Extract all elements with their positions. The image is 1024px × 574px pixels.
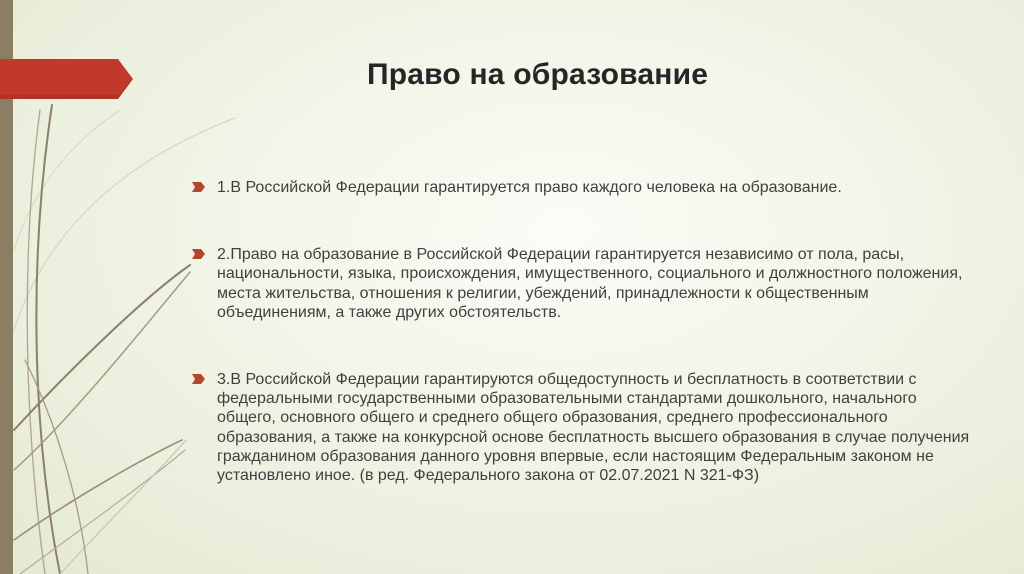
bullet-text: 3.В Российской Федерации гарантируются общедоступность и бесплатность в соответствии с федеральными государственными образовательными стандартами дошкольного, начального общего, основного общего и среднего общего образования, среднего профессионального образования, а также на конкурсной основе бесплатность высшего образования в случае получения гражданином образования данного уровня впервые, если настоящим Федеральным законом не установлено иное. (в ред. Федерального закона от 02.07.2021 N 321-ФЗ) bbox=[217, 371, 970, 485]
bullet-list bbox=[186, 178, 976, 485]
triangle-arrow-right-icon bbox=[192, 248, 206, 260]
slide-title: Право на образование bbox=[367, 58, 709, 91]
list-item bbox=[186, 370, 976, 485]
bullet-text: 1.В Российской Федерации гарантируется право каждого человека на образование. bbox=[217, 179, 842, 196]
triangle-arrow-right-icon bbox=[192, 181, 206, 193]
bullet-text: 2.Право на образование в Российской Федерации гарантируется независимо от пола, расы, национальности, языка, происхождения, имущественного, социального и должностного положения, места жительства, отношения к религии, убеждений, принадлежности к общественным объединениям, а также других обстоятельств. bbox=[217, 246, 963, 321]
list-item bbox=[186, 178, 976, 197]
list-item bbox=[186, 245, 976, 322]
triangle-arrow-right-icon bbox=[192, 373, 206, 385]
arrow-flag-icon bbox=[0, 0, 140, 110]
